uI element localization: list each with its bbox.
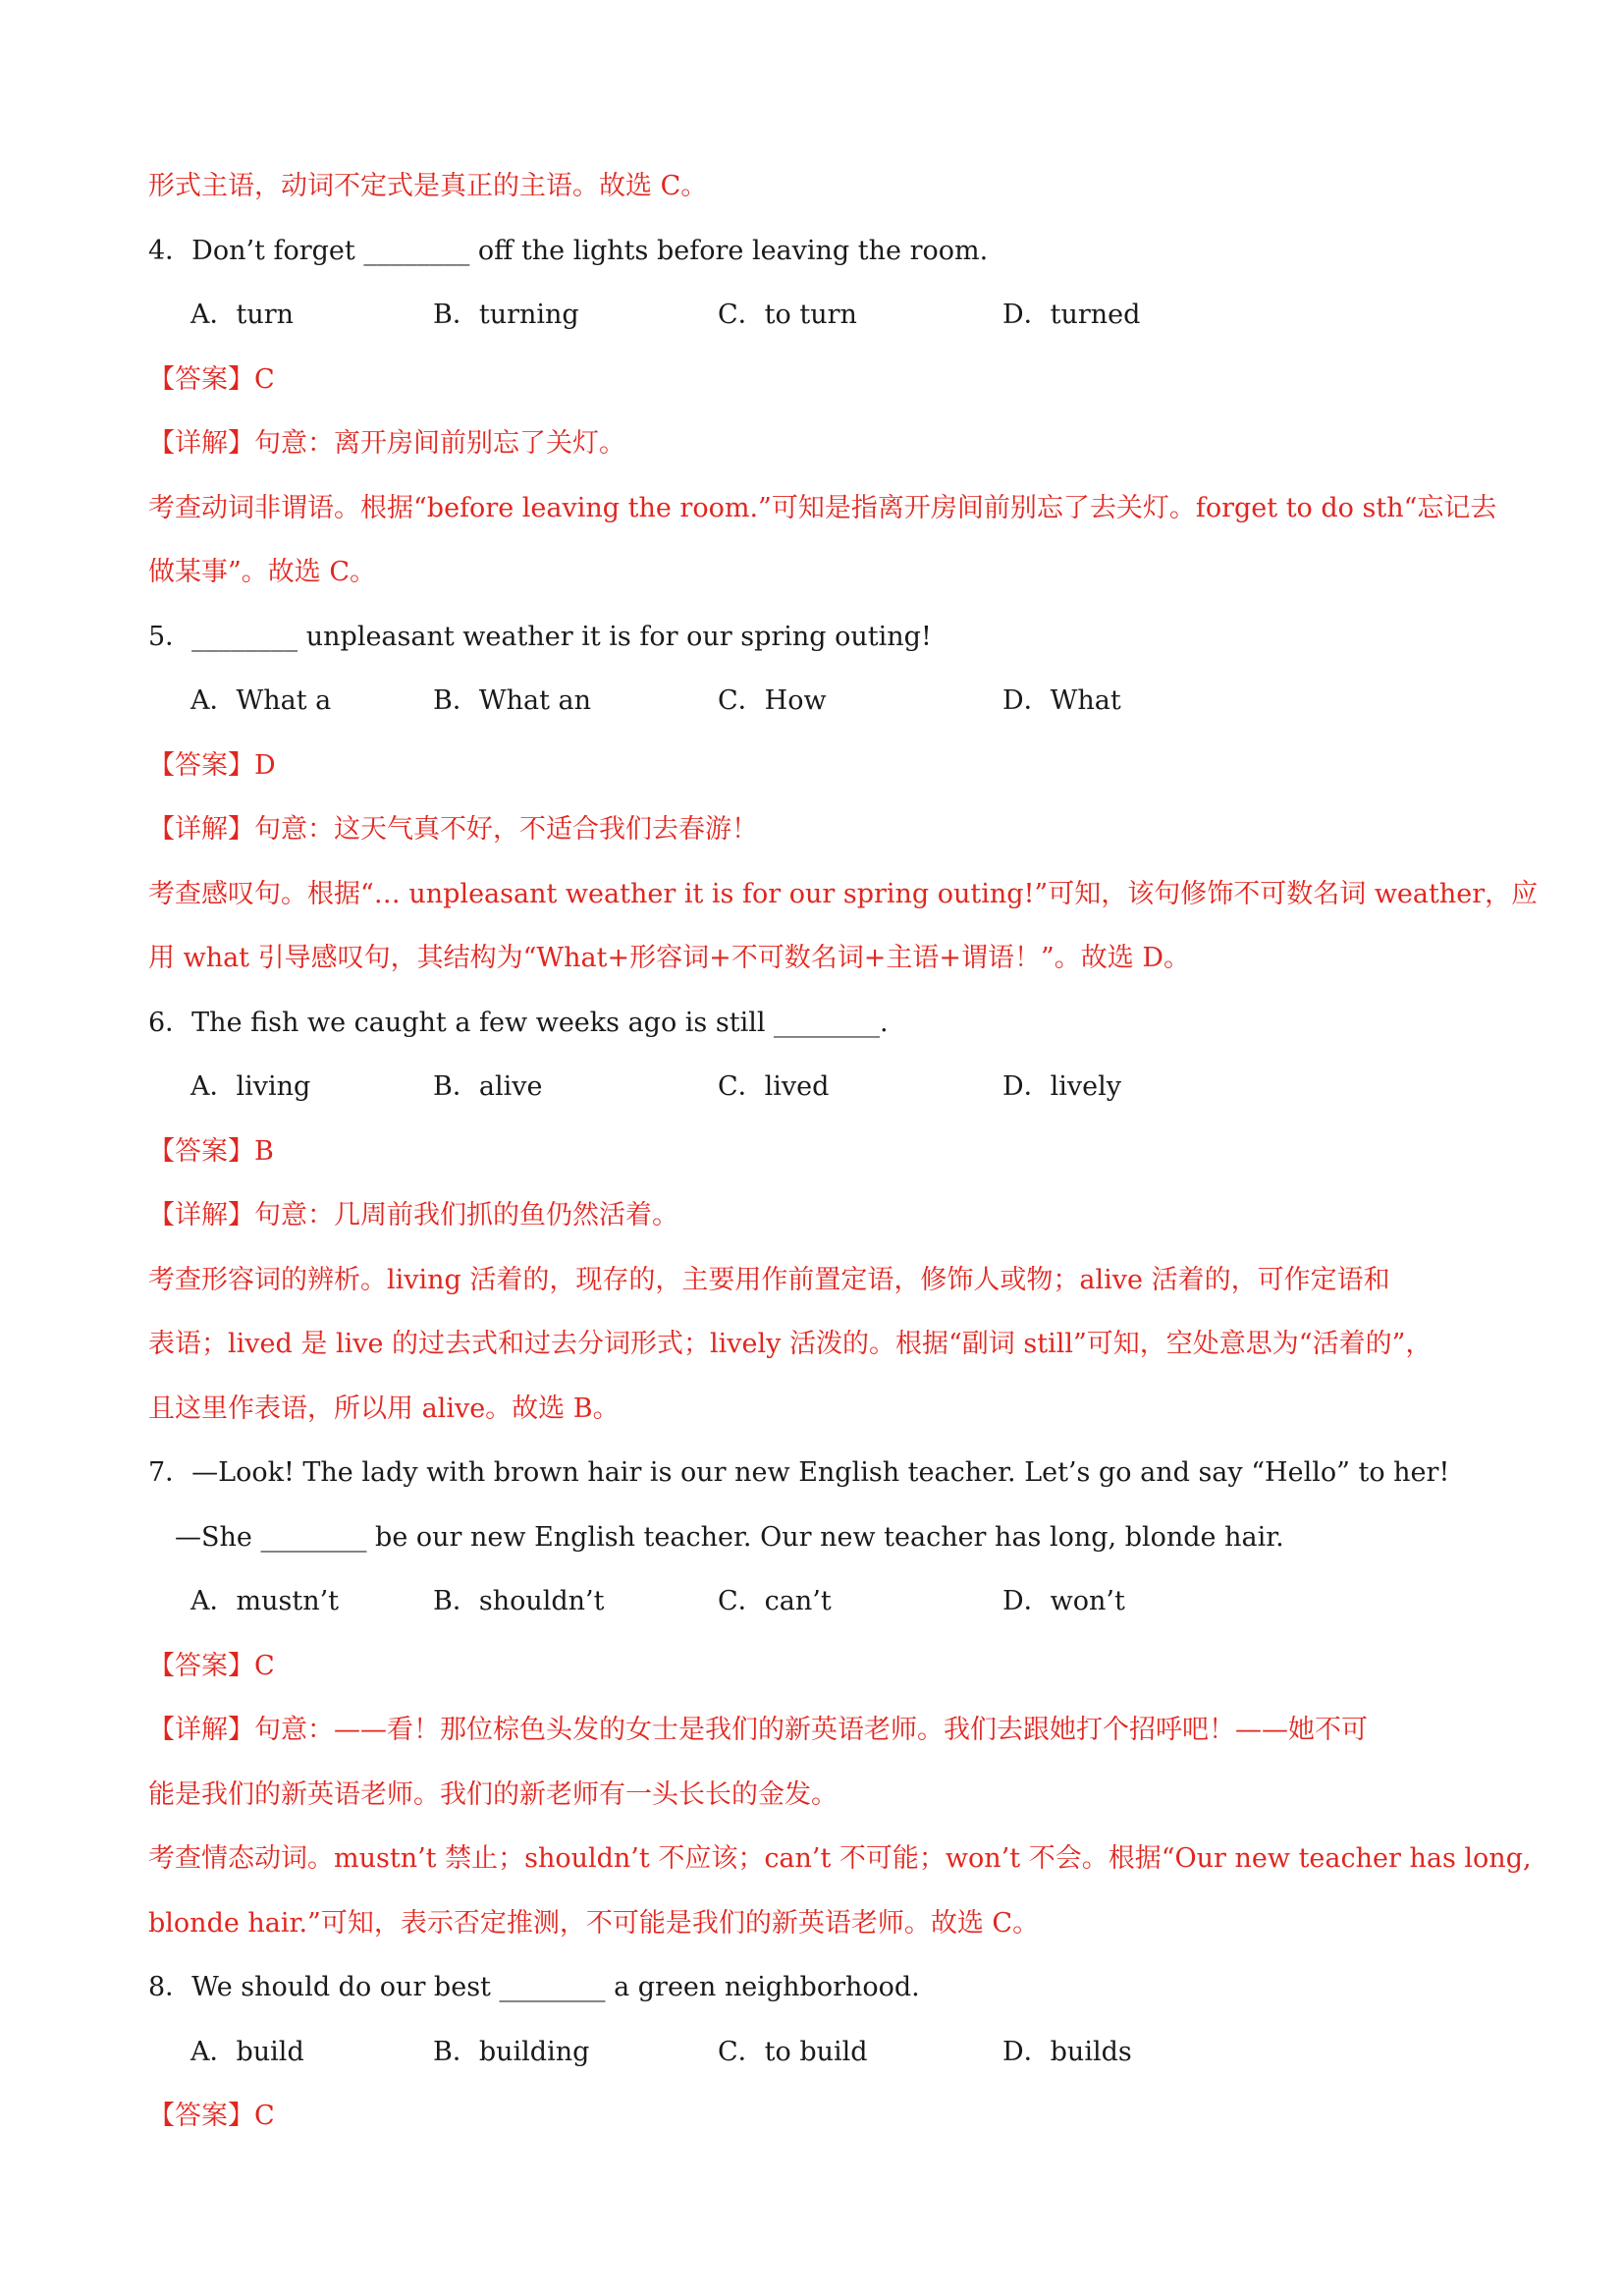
- option-c: C．lived: [718, 1071, 830, 1102]
- answer-line: 【答案】C: [148, 364, 275, 395]
- answer-line: 【答案】B: [148, 1136, 274, 1167]
- detail-line: 【详解】句意：几周前我们抓的鱼仍然活着。: [148, 1200, 678, 1230]
- option-c: C．can’t: [718, 1586, 832, 1616]
- explanation-line: 且这里作表语，所以用 alive。故选 B。: [148, 1394, 620, 1424]
- detail-line: 【详解】句意：离开房间前别忘了关灯。: [148, 428, 625, 459]
- explanation-line: 考查感叹句。根据“… unpleasant weather it is for our spring outing!”可知，该句修饰不可数名词 weather，应: [148, 879, 1539, 909]
- detail-line: 能是我们的新英语老师。我们的新老师有一头长长的金发。: [148, 1779, 838, 1810]
- explanation-line: 做某事”。故选 C。: [148, 557, 377, 587]
- option-d: D．won’t: [1002, 1586, 1125, 1616]
- question-7-reply: —She ________ be our new English teacher. Our new teacher has long, blonde hair.: [175, 1522, 1284, 1553]
- option-a: A．turn: [190, 300, 295, 330]
- option-a: A．mustn’t: [190, 1586, 340, 1616]
- question-6: 6．The fish we caught a few weeks ago is still ________.: [148, 1008, 889, 1038]
- explanation-line: blonde hair.”可知，表示否定推测，不可能是我们的新英语老师。故选 C。: [148, 1908, 1040, 1939]
- option-b: B．turning: [433, 300, 579, 330]
- option-a: A．What a: [190, 685, 332, 716]
- question-8: 8．We should do our best ________ a green neighborhood.: [148, 1972, 920, 2002]
- option-d: D．lively: [1002, 1071, 1122, 1102]
- explanation-line: 考查形容词的辨析。living 活着的，现存的，主要用作前置定语，修饰人或物；alive 活着的，可作定语和: [148, 1265, 1390, 1295]
- option-b: B．What an: [433, 685, 591, 716]
- option-c: C．to turn: [718, 300, 857, 330]
- option-d: D．turned: [1002, 300, 1141, 330]
- question-4: 4．Don’t forget ________ off the lights before leaving the room.: [148, 236, 989, 266]
- answer-line: 【答案】D: [148, 750, 276, 781]
- explanation-line: 形式主语，动词不定式是真正的主语。故选 C。: [148, 171, 708, 201]
- option-b: B．shouldn’t: [433, 1586, 605, 1616]
- explanation-line: 考查动词非谓语。根据“before leaving the room.”可知是指离开房间前别忘了去关灯。forget to do sth“忘记去: [148, 493, 1497, 523]
- option-a: A．build: [190, 2037, 304, 2067]
- option-c: C．How: [718, 685, 827, 716]
- explanation-line: 用 what 引导感叹句，其结构为“What+形容词+不可数名词+主语+谓语！”。故选 D。: [148, 943, 1191, 973]
- option-d: D．builds: [1002, 2037, 1132, 2067]
- explanation-line: 考查情态动词。mustn’t 禁止；shouldn’t 不应该；can’t 不可能；won’t 不会。根据“Our new teacher has long,: [148, 1843, 1532, 1874]
- option-a: A．living: [190, 1071, 311, 1102]
- question-5: 5．________ unpleasant weather it is for our spring outing!: [148, 622, 932, 652]
- question-7: 7．—Look! The lady with brown hair is our new English teacher. Let’s go and say “Hello” to her!: [148, 1457, 1450, 1488]
- answer-line: 【答案】C: [148, 1651, 275, 1681]
- explanation-line: 表语；lived 是 live 的过去式和过去分词形式；lively 活泼的。根据“副词 still”可知，空处意思为“活着的”，: [148, 1329, 1433, 1359]
- option-b: B．alive: [433, 1071, 543, 1102]
- option-d: D．What: [1002, 685, 1121, 716]
- option-b: B．building: [433, 2037, 590, 2067]
- answer-line: 【答案】C: [148, 2101, 275, 2131]
- detail-line: 【详解】句意：这天气真不好，不适合我们去春游！: [148, 814, 758, 845]
- option-c: C．to build: [718, 2037, 868, 2067]
- detail-line: 【详解】句意：——看！那位棕色头发的女士是我们的新英语老师。我们去跟她打个招呼吧！——她不可: [148, 1715, 1368, 1745]
